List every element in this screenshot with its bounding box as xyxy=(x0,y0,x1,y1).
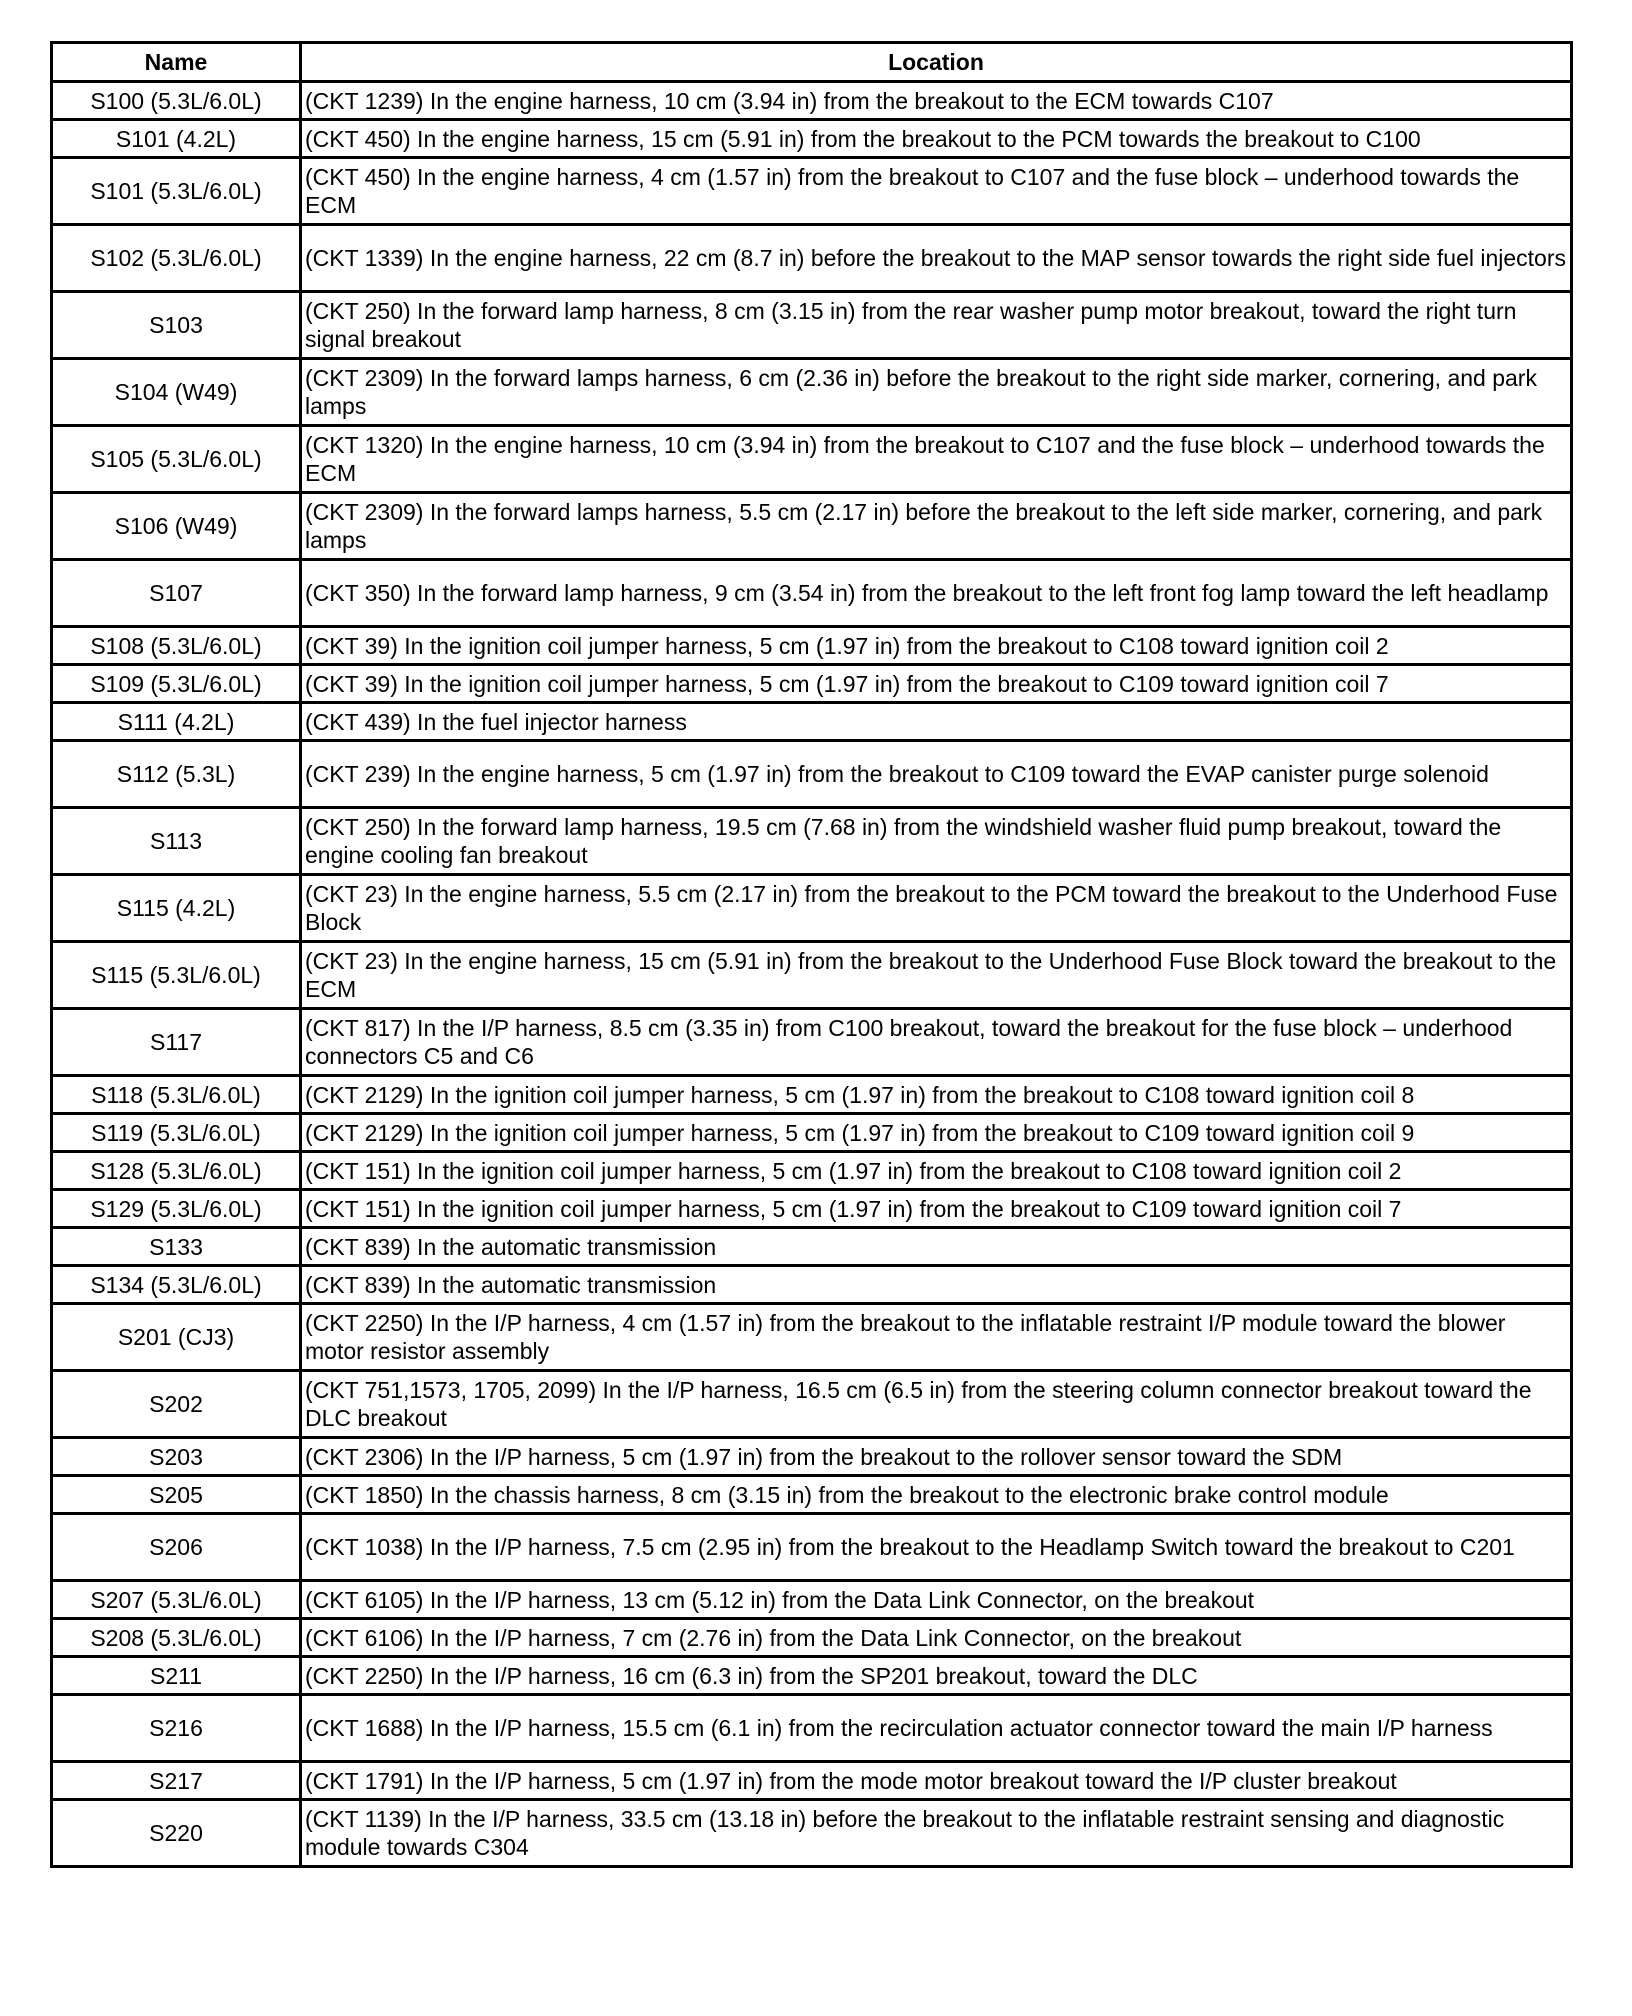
splice-location-cell: (CKT 1139) In the I/P harness, 33.5 cm (13.18 in) before the breakout to the inflatable restraint sensing and diagnostic module towards C304 xyxy=(301,1800,1572,1867)
table-row xyxy=(52,1657,1572,1695)
table-row xyxy=(52,741,1572,808)
splice-name-cell: S220 xyxy=(52,1800,301,1867)
splice-name-cell: S133 xyxy=(52,1228,301,1266)
splice-location-cell: (CKT 239) In the engine harness, 5 cm (1.97 in) from the breakout to C109 toward the EVAP canister purge solenoid xyxy=(301,741,1572,808)
splice-name-cell: S128 (5.3L/6.0L) xyxy=(52,1152,301,1190)
splice-name-cell: S113 xyxy=(52,808,301,875)
table-row xyxy=(52,627,1572,665)
table-row xyxy=(52,426,1572,493)
table-header-row xyxy=(52,43,1572,82)
table-row xyxy=(52,560,1572,627)
splice-name-cell: S100 (5.3L/6.0L) xyxy=(52,82,301,120)
splice-name-cell: S206 xyxy=(52,1514,301,1581)
splice-location-table xyxy=(50,41,1573,1868)
table-row xyxy=(52,1114,1572,1152)
splice-name-cell: S104 (W49) xyxy=(52,359,301,426)
table-body xyxy=(52,82,1572,1867)
splice-location-cell: (CKT 250) In the forward lamp harness, 19.5 cm (7.68 in) from the windshield washer fluid pump breakout, toward the engine cooling fan breakout xyxy=(301,808,1572,875)
splice-location-cell: (CKT 23) In the engine harness, 15 cm (5.91 in) from the breakout to the Underhood Fuse Block toward the breakout to the ECM xyxy=(301,942,1572,1009)
splice-location-cell: (CKT 2306) In the I/P harness, 5 cm (1.97 in) from the breakout to the rollover sensor toward the SDM xyxy=(301,1438,1572,1476)
table-row xyxy=(52,225,1572,292)
table-row xyxy=(52,292,1572,359)
column-header-location: Location xyxy=(301,43,1572,82)
table-row xyxy=(52,1152,1572,1190)
splice-name-cell: S107 xyxy=(52,560,301,627)
splice-location-cell: (CKT 2250) In the I/P harness, 4 cm (1.57 in) from the breakout to the inflatable restraint I/P module toward the blower motor resistor assembly xyxy=(301,1304,1572,1371)
table-row xyxy=(52,1762,1572,1800)
splice-name-cell: S102 (5.3L/6.0L) xyxy=(52,225,301,292)
splice-name-cell: S216 xyxy=(52,1695,301,1762)
splice-name-cell: S115 (5.3L/6.0L) xyxy=(52,942,301,1009)
splice-location-cell: (CKT 6105) In the I/P harness, 13 cm (5.12 in) from the Data Link Connector, on the breakout xyxy=(301,1581,1572,1619)
splice-name-cell: S118 (5.3L/6.0L) xyxy=(52,1076,301,1114)
splice-name-cell: S108 (5.3L/6.0L) xyxy=(52,627,301,665)
table-row xyxy=(52,1266,1572,1304)
table-row xyxy=(52,1228,1572,1266)
table-row xyxy=(52,1695,1572,1762)
splice-location-cell: (CKT 1239) In the engine harness, 10 cm (3.94 in) from the breakout to the ECM towards C107 xyxy=(301,82,1572,120)
table-row xyxy=(52,158,1572,225)
splice-location-cell: (CKT 2250) In the I/P harness, 16 cm (6.3 in) from the SP201 breakout, toward the DLC xyxy=(301,1657,1572,1695)
splice-location-cell: (CKT 839) In the automatic transmission xyxy=(301,1228,1572,1266)
splice-location-cell: (CKT 1339) In the engine harness, 22 cm (8.7 in) before the breakout to the MAP sensor towards the right side fuel injectors xyxy=(301,225,1572,292)
splice-name-cell: S202 xyxy=(52,1371,301,1438)
table-row xyxy=(52,1304,1572,1371)
splice-name-cell: S211 xyxy=(52,1657,301,1695)
splice-location-cell: (CKT 39) In the ignition coil jumper harness, 5 cm (1.97 in) from the breakout to C109 toward ignition coil 7 xyxy=(301,665,1572,703)
splice-name-cell: S117 xyxy=(52,1009,301,1076)
splice-name-cell: S109 (5.3L/6.0L) xyxy=(52,665,301,703)
splice-location-cell: (CKT 2129) In the ignition coil jumper harness, 5 cm (1.97 in) from the breakout to C109 toward ignition coil 9 xyxy=(301,1114,1572,1152)
splice-name-cell: S101 (5.3L/6.0L) xyxy=(52,158,301,225)
splice-location-cell: (CKT 151) In the ignition coil jumper harness, 5 cm (1.97 in) from the breakout to C109 toward ignition coil 7 xyxy=(301,1190,1572,1228)
table-row xyxy=(52,1581,1572,1619)
table-row xyxy=(52,1190,1572,1228)
column-header-name: Name xyxy=(52,43,301,82)
table-row xyxy=(52,1371,1572,1438)
splice-name-cell: S207 (5.3L/6.0L) xyxy=(52,1581,301,1619)
splice-location-cell: (CKT 450) In the engine harness, 15 cm (5.91 in) from the breakout to the PCM towards the breakout to C100 xyxy=(301,120,1572,158)
splice-location-cell: (CKT 151) In the ignition coil jumper harness, 5 cm (1.97 in) from the breakout to C108 toward ignition coil 2 xyxy=(301,1152,1572,1190)
splice-location-cell: (CKT 39) In the ignition coil jumper harness, 5 cm (1.97 in) from the breakout to C108 toward ignition coil 2 xyxy=(301,627,1572,665)
splice-location-cell: (CKT 2309) In the forward lamps harness, 5.5 cm (2.17 in) before the breakout to the left side marker, cornering, and park lamps xyxy=(301,493,1572,560)
splice-name-cell: S217 xyxy=(52,1762,301,1800)
splice-location-cell: (CKT 1038) In the I/P harness, 7.5 cm (2.95 in) from the breakout to the Headlamp Switch toward the breakout to C201 xyxy=(301,1514,1572,1581)
table-row xyxy=(52,942,1572,1009)
splice-location-cell: (CKT 1688) In the I/P harness, 15.5 cm (6.1 in) from the recirculation actuator connector toward the main I/P harness xyxy=(301,1695,1572,1762)
splice-location-cell: (CKT 450) In the engine harness, 4 cm (1.57 in) from the breakout to C107 and the fuse block – underhood towards the ECM xyxy=(301,158,1572,225)
splice-location-cell: (CKT 6106) In the I/P harness, 7 cm (2.76 in) from the Data Link Connector, on the breakout xyxy=(301,1619,1572,1657)
table-row xyxy=(52,1009,1572,1076)
table-row xyxy=(52,808,1572,875)
table-row xyxy=(52,1438,1572,1476)
splice-location-cell: (CKT 1850) In the chassis harness, 8 cm (3.15 in) from the breakout to the electronic brake control module xyxy=(301,1476,1572,1514)
splice-name-cell: S103 xyxy=(52,292,301,359)
table-row xyxy=(52,359,1572,426)
splice-location-cell: (CKT 23) In the engine harness, 5.5 cm (2.17 in) from the breakout to the PCM toward the breakout to the Underhood Fuse Block xyxy=(301,875,1572,942)
splice-name-cell: S203 xyxy=(52,1438,301,1476)
splice-name-cell: S205 xyxy=(52,1476,301,1514)
splice-location-cell: (CKT 2129) In the ignition coil jumper harness, 5 cm (1.97 in) from the breakout to C108 toward ignition coil 8 xyxy=(301,1076,1572,1114)
table-row xyxy=(52,1514,1572,1581)
splice-name-cell: S111 (4.2L) xyxy=(52,703,301,741)
splice-location-cell: (CKT 839) In the automatic transmission xyxy=(301,1266,1572,1304)
splice-location-cell: (CKT 1320) In the engine harness, 10 cm (3.94 in) from the breakout to C107 and the fuse block – underhood towards the ECM xyxy=(301,426,1572,493)
table-row xyxy=(52,120,1572,158)
splice-location-cell: (CKT 350) In the forward lamp harness, 9 cm (3.54 in) from the breakout to the left front fog lamp toward the left headlamp xyxy=(301,560,1572,627)
table-row xyxy=(52,665,1572,703)
splice-name-cell: S208 (5.3L/6.0L) xyxy=(52,1619,301,1657)
splice-name-cell: S119 (5.3L/6.0L) xyxy=(52,1114,301,1152)
splice-location-cell: (CKT 751,1573, 1705, 2099) In the I/P harness, 16.5 cm (6.5 in) from the steering column connector breakout toward the DLC breakout xyxy=(301,1371,1572,1438)
table-row xyxy=(52,1619,1572,1657)
splice-name-cell: S101 (4.2L) xyxy=(52,120,301,158)
table-row xyxy=(52,493,1572,560)
table-row xyxy=(52,703,1572,741)
splice-location-cell: (CKT 439) In the fuel injector harness xyxy=(301,703,1572,741)
splice-name-cell: S105 (5.3L/6.0L) xyxy=(52,426,301,493)
table-row xyxy=(52,1800,1572,1867)
splice-location-cell: (CKT 250) In the forward lamp harness, 8 cm (3.15 in) from the rear washer pump motor breakout, toward the right turn signal breakout xyxy=(301,292,1572,359)
splice-name-cell: S134 (5.3L/6.0L) xyxy=(52,1266,301,1304)
splice-location-cell: (CKT 2309) In the forward lamps harness, 6 cm (2.36 in) before the breakout to the right side marker, cornering, and park lamps xyxy=(301,359,1572,426)
table-row xyxy=(52,1476,1572,1514)
splice-name-cell: S129 (5.3L/6.0L) xyxy=(52,1190,301,1228)
table-row xyxy=(52,82,1572,120)
splice-name-cell: S115 (4.2L) xyxy=(52,875,301,942)
splice-name-cell: S201 (CJ3) xyxy=(52,1304,301,1371)
splice-location-cell: (CKT 817) In the I/P harness, 8.5 cm (3.35 in) from C100 breakout, toward the breakout for the fuse block – underhood connectors C5 and C6 xyxy=(301,1009,1572,1076)
table-row xyxy=(52,1076,1572,1114)
splice-name-cell: S112 (5.3L) xyxy=(52,741,301,808)
splice-location-cell: (CKT 1791) In the I/P harness, 5 cm (1.97 in) from the mode motor breakout toward the I/P cluster breakout xyxy=(301,1762,1572,1800)
splice-name-cell: S106 (W49) xyxy=(52,493,301,560)
table-row xyxy=(52,875,1572,942)
